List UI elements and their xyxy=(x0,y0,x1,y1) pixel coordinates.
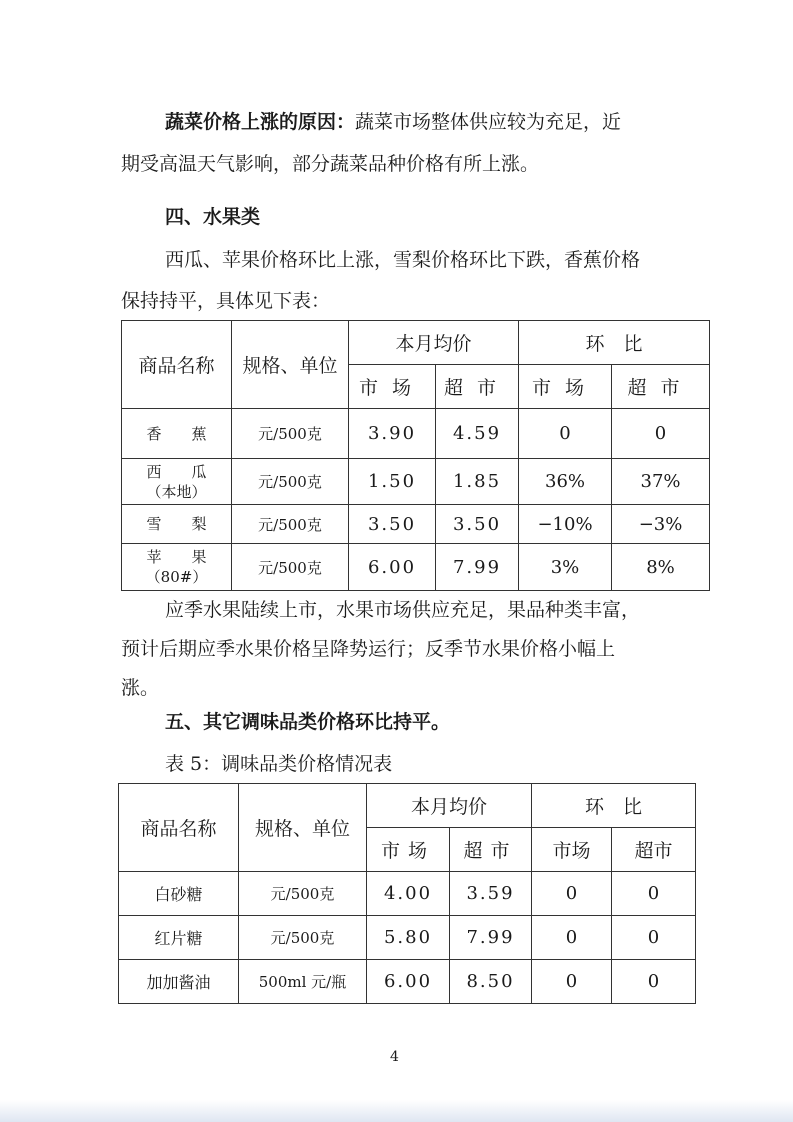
supermarket-price: 8.50 xyxy=(450,960,532,1004)
header-spec-unit: 规格、单位 xyxy=(239,784,367,872)
header-supermarket: 超市 xyxy=(450,828,532,872)
product-name: 雪 梨 xyxy=(122,505,232,544)
fruit-price-table xyxy=(121,320,710,591)
market-price: 6.00 xyxy=(367,960,450,1004)
header-spec-unit: 规格、单位 xyxy=(232,321,349,409)
market-price: 6.00 xyxy=(349,544,436,591)
supermarket-price: 4.59 xyxy=(436,409,519,459)
table-row xyxy=(122,409,710,459)
header-market: 市场 xyxy=(349,365,436,409)
market-mom: 0 xyxy=(532,960,612,1004)
table-row xyxy=(119,960,696,1004)
spec-unit: 元/500克 xyxy=(239,872,367,916)
market-price: 1.50 xyxy=(349,459,436,505)
header-market: 市场 xyxy=(367,828,450,872)
section5-heading: 五、其它调味品类价格环比持平。 xyxy=(165,711,451,733)
spec-unit: 500ml 元/瓶 xyxy=(239,960,367,1004)
supermarket-mom: 37% xyxy=(612,459,710,505)
header-supermarket: 超市 xyxy=(436,365,519,409)
table5-caption: 表 5：调味品类价格情况表 xyxy=(165,753,393,775)
supermarket-mom: 8% xyxy=(612,544,710,591)
market-price: 3.90 xyxy=(349,409,436,459)
product-name: 西 瓜 （本地） xyxy=(122,459,232,505)
product-name: 白砂糖 xyxy=(119,872,239,916)
market-price: 5.80 xyxy=(367,916,450,960)
spec-unit: 元/500克 xyxy=(232,459,349,505)
fruit-outlook-line-2: 预计后期应季水果价格呈降势运行；反季节水果价格小幅上 xyxy=(121,638,616,660)
scan-edge xyxy=(0,1100,793,1122)
table-row xyxy=(122,544,710,591)
spec-unit: 元/500克 xyxy=(232,409,349,459)
fruit-intro-line-1: 西瓜、苹果价格环比上涨，雪梨价格环比下跌，香蕉价格 xyxy=(165,249,641,271)
header-mom: 环 比 xyxy=(532,784,696,828)
header-mom: 环 比 xyxy=(519,321,710,365)
header-mom-supermarket: 超市 xyxy=(612,828,696,872)
table-row xyxy=(122,459,710,505)
header-mom-market: 市场 xyxy=(519,365,612,409)
header-product-name: 商品名称 xyxy=(122,321,232,409)
supermarket-mom: −3% xyxy=(612,505,710,544)
header-mom-market: 市场 xyxy=(532,828,612,872)
market-mom: −10% xyxy=(519,505,612,544)
fruit-intro-line-2: 保持持平，具体见下表： xyxy=(121,290,331,312)
table-row xyxy=(119,872,696,916)
fruit-outlook-line-3: 涨。 xyxy=(121,677,160,699)
veg-reason-line-1 xyxy=(165,110,621,134)
veg-reason-label: 蔬菜价格上涨的原因： xyxy=(165,111,356,133)
table-row xyxy=(119,916,696,960)
spec-unit: 元/500克 xyxy=(232,544,349,591)
veg-reason-text: 蔬菜市场整体供应较为充足，近 xyxy=(355,111,622,133)
product-name: 香 蕉 xyxy=(122,409,232,459)
supermarket-mom: 0 xyxy=(612,960,696,1004)
market-mom: 36% xyxy=(519,459,612,505)
supermarket-price: 7.99 xyxy=(436,544,519,591)
market-price: 3.50 xyxy=(349,505,436,544)
supermarket-price: 1.85 xyxy=(436,459,519,505)
product-name: 加加酱油 xyxy=(119,960,239,1004)
page-number: 4 xyxy=(390,1049,399,1065)
header-product-name: 商品名称 xyxy=(119,784,239,872)
condiment-price-table xyxy=(118,783,696,1004)
veg-reason-line-2: 期受高温天气影响，部分蔬菜品种价格有所上涨。 xyxy=(121,153,540,175)
header-avg-price: 本月均价 xyxy=(349,321,519,365)
market-mom: 3% xyxy=(519,544,612,591)
market-price: 4.00 xyxy=(367,872,450,916)
spec-unit: 元/500克 xyxy=(232,505,349,544)
supermarket-price: 3.50 xyxy=(436,505,519,544)
table-row xyxy=(122,505,710,544)
product-name: 红片糖 xyxy=(119,916,239,960)
supermarket-price: 7.99 xyxy=(450,916,532,960)
market-mom: 0 xyxy=(532,872,612,916)
supermarket-mom: 0 xyxy=(612,872,696,916)
header-mom-supermarket: 超市 xyxy=(612,365,710,409)
supermarket-mom: 0 xyxy=(612,409,710,459)
supermarket-price: 3.59 xyxy=(450,872,532,916)
section4-heading: 四、水果类 xyxy=(165,206,261,228)
fruit-outlook-line-1: 应季水果陆续上市，水果市场供应充足，果品种类丰富， xyxy=(165,599,641,621)
spec-unit: 元/500克 xyxy=(239,916,367,960)
header-avg-price: 本月均价 xyxy=(367,784,532,828)
market-mom: 0 xyxy=(519,409,612,459)
market-mom: 0 xyxy=(532,916,612,960)
supermarket-mom: 0 xyxy=(612,916,696,960)
product-name: 苹 果 （80#） xyxy=(122,544,232,591)
